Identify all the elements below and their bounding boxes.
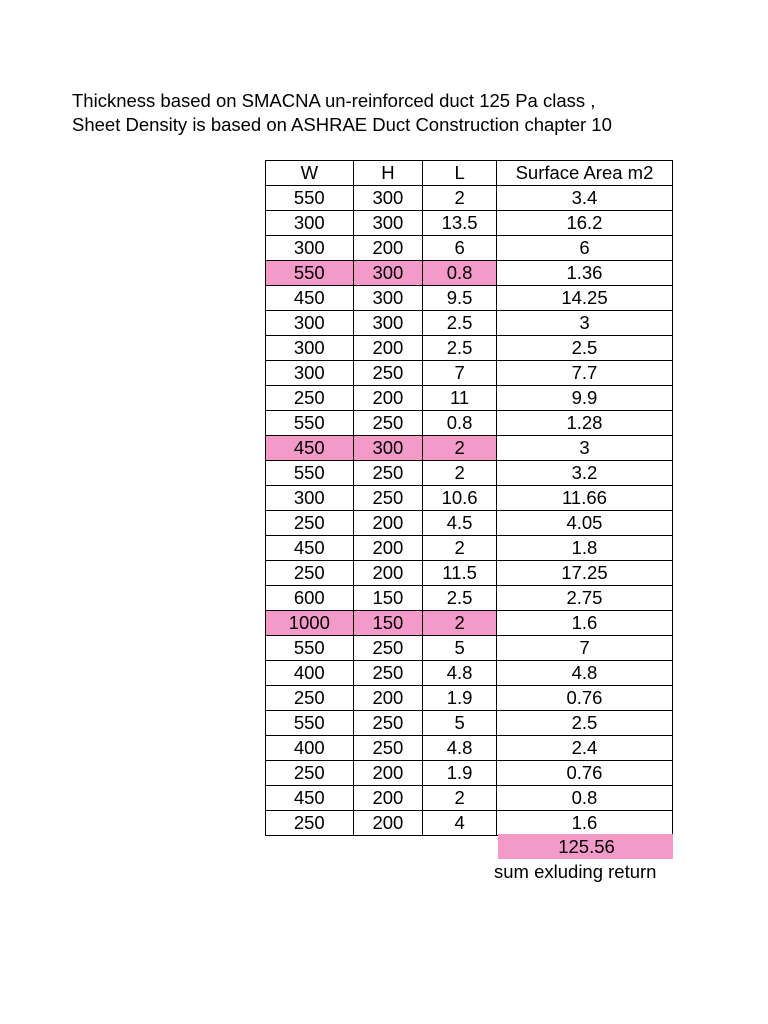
cell-l[interactable]: 2 bbox=[423, 611, 497, 636]
duct-table bbox=[265, 160, 673, 836]
cell-h[interactable]: 250 bbox=[353, 661, 423, 686]
cell-surface-area[interactable]: 9.9 bbox=[496, 386, 672, 411]
cell-w[interactable]: 400 bbox=[266, 736, 354, 761]
density-note: Sheet Density is based on ASHRAE Duct Construction chapter 10 bbox=[72, 114, 612, 135]
table-row bbox=[266, 811, 673, 836]
cell-h[interactable]: 300 bbox=[353, 286, 423, 311]
cell-l[interactable]: 2 bbox=[423, 436, 497, 461]
cell-w[interactable]: 550 bbox=[266, 461, 354, 486]
cell-h[interactable]: 250 bbox=[353, 486, 423, 511]
table-body bbox=[266, 186, 673, 836]
cell-surface-area[interactable]: 2.5 bbox=[496, 336, 672, 361]
cell-h[interactable]: 300 bbox=[353, 186, 423, 211]
cell-w[interactable]: 400 bbox=[266, 661, 354, 686]
cell-w[interactable]: 250 bbox=[266, 561, 354, 586]
cell-h[interactable]: 300 bbox=[353, 211, 423, 236]
cell-surface-area[interactable]: 14.25 bbox=[496, 286, 672, 311]
cell-surface-area[interactable]: 3.4 bbox=[496, 186, 672, 211]
cell-w[interactable]: 250 bbox=[266, 761, 354, 786]
cell-w[interactable]: 450 bbox=[266, 286, 354, 311]
cell-h[interactable]: 300 bbox=[353, 311, 423, 336]
cell-l[interactable]: 11 bbox=[423, 386, 497, 411]
thickness-note: Thickness based on SMACNA un-reinforced duct 125 Pa class , bbox=[72, 90, 596, 111]
cell-surface-area[interactable]: 3 bbox=[496, 311, 672, 336]
cell-h[interactable]: 300 bbox=[353, 261, 423, 286]
cell-surface-area[interactable]: 16.2 bbox=[496, 211, 672, 236]
table-row bbox=[266, 236, 673, 261]
cell-surface-area[interactable]: 4.8 bbox=[496, 661, 672, 686]
cell-l[interactable]: 2.5 bbox=[423, 586, 497, 611]
cell-l[interactable]: 2.5 bbox=[423, 311, 497, 336]
cell-surface-area[interactable]: 3.2 bbox=[496, 461, 672, 486]
sum-cell[interactable]: 125.56 bbox=[498, 834, 673, 859]
header-surface-area[interactable]: Surface Area m2 bbox=[496, 161, 672, 186]
cell-h[interactable]: 200 bbox=[353, 786, 423, 811]
table-row bbox=[266, 761, 673, 786]
cell-l[interactable]: 11.5 bbox=[423, 561, 497, 586]
cell-surface-area[interactable]: 7.7 bbox=[496, 361, 672, 386]
cell-l[interactable]: 5 bbox=[423, 711, 497, 736]
table-row bbox=[266, 386, 673, 411]
cell-surface-area[interactable]: 0.76 bbox=[496, 686, 672, 711]
cell-h[interactable]: 250 bbox=[353, 461, 423, 486]
table-row bbox=[266, 511, 673, 536]
table-row bbox=[266, 436, 673, 461]
header-l[interactable]: L bbox=[423, 161, 497, 186]
cell-w[interactable]: 250 bbox=[266, 811, 354, 836]
cell-surface-area[interactable]: 1.6 bbox=[496, 811, 672, 836]
sum-label: sum exluding return bbox=[494, 861, 657, 882]
cell-l[interactable]: 6 bbox=[423, 236, 497, 261]
cell-h[interactable]: 200 bbox=[353, 761, 423, 786]
cell-l[interactable]: 4.8 bbox=[423, 661, 497, 686]
cell-h[interactable]: 200 bbox=[353, 236, 423, 261]
cell-h[interactable]: 200 bbox=[353, 386, 423, 411]
table-row bbox=[266, 261, 673, 286]
table-row bbox=[266, 486, 673, 511]
cell-h[interactable]: 200 bbox=[353, 336, 423, 361]
table-row bbox=[266, 636, 673, 661]
cell-h[interactable]: 200 bbox=[353, 811, 423, 836]
cell-h[interactable]: 150 bbox=[353, 586, 423, 611]
cell-surface-area[interactable]: 3 bbox=[496, 436, 672, 461]
cell-surface-area[interactable]: 1.36 bbox=[496, 261, 672, 286]
cell-l[interactable]: 2 bbox=[423, 186, 497, 211]
table-row bbox=[266, 611, 673, 636]
cell-l[interactable]: 4.8 bbox=[423, 736, 497, 761]
cell-h[interactable]: 150 bbox=[353, 611, 423, 636]
cell-h[interactable]: 250 bbox=[353, 361, 423, 386]
cell-l[interactable]: 2 bbox=[423, 461, 497, 486]
cell-surface-area[interactable]: 11.66 bbox=[496, 486, 672, 511]
cell-surface-area[interactable]: 1.8 bbox=[496, 536, 672, 561]
cell-w[interactable]: 550 bbox=[266, 711, 354, 736]
cell-w[interactable]: 300 bbox=[266, 311, 354, 336]
table-row bbox=[266, 736, 673, 761]
cell-w[interactable]: 300 bbox=[266, 486, 354, 511]
cell-surface-area[interactable]: 17.25 bbox=[496, 561, 672, 586]
cell-h[interactable]: 250 bbox=[353, 636, 423, 661]
cell-w[interactable]: 300 bbox=[266, 336, 354, 361]
table-row bbox=[266, 211, 673, 236]
table-row bbox=[266, 336, 673, 361]
cell-surface-area[interactable]: 2.4 bbox=[496, 736, 672, 761]
table-row bbox=[266, 561, 673, 586]
cell-w[interactable]: 450 bbox=[266, 436, 354, 461]
cell-l[interactable]: 7 bbox=[423, 361, 497, 386]
cell-l[interactable]: 0.8 bbox=[423, 261, 497, 286]
header-w[interactable]: W bbox=[266, 161, 354, 186]
cell-h[interactable]: 200 bbox=[353, 686, 423, 711]
cell-h[interactable]: 300 bbox=[353, 436, 423, 461]
cell-h[interactable]: 200 bbox=[353, 536, 423, 561]
cell-w[interactable]: 450 bbox=[266, 786, 354, 811]
table-row bbox=[266, 411, 673, 436]
table-row bbox=[266, 536, 673, 561]
cell-w[interactable]: 600 bbox=[266, 586, 354, 611]
cell-l[interactable]: 4 bbox=[423, 811, 497, 836]
cell-w[interactable]: 550 bbox=[266, 186, 354, 211]
cell-w[interactable]: 450 bbox=[266, 536, 354, 561]
cell-w[interactable]: 300 bbox=[266, 361, 354, 386]
cell-surface-area[interactable]: 7 bbox=[496, 636, 672, 661]
header-h[interactable]: H bbox=[353, 161, 423, 186]
cell-surface-area[interactable]: 2.75 bbox=[496, 586, 672, 611]
table-row bbox=[266, 186, 673, 211]
cell-l[interactable]: 4.5 bbox=[423, 511, 497, 536]
table-row bbox=[266, 661, 673, 686]
cell-h[interactable]: 250 bbox=[353, 711, 423, 736]
cell-surface-area[interactable]: 0.76 bbox=[496, 761, 672, 786]
cell-w[interactable]: 250 bbox=[266, 686, 354, 711]
cell-w[interactable]: 300 bbox=[266, 211, 354, 236]
table-row bbox=[266, 711, 673, 736]
table-row bbox=[266, 686, 673, 711]
cell-l[interactable]: 10.6 bbox=[423, 486, 497, 511]
table-row bbox=[266, 586, 673, 611]
cell-w[interactable]: 1000 bbox=[266, 611, 354, 636]
header-row bbox=[266, 161, 673, 186]
cell-h[interactable]: 250 bbox=[353, 411, 423, 436]
cell-l[interactable]: 2 bbox=[423, 536, 497, 561]
cell-h[interactable]: 250 bbox=[353, 736, 423, 761]
cell-l[interactable]: 1.9 bbox=[423, 761, 497, 786]
table-row bbox=[266, 786, 673, 811]
cell-surface-area[interactable]: 2.5 bbox=[496, 711, 672, 736]
cell-surface-area[interactable]: 4.05 bbox=[496, 511, 672, 536]
cell-l[interactable]: 0.8 bbox=[423, 411, 497, 436]
table-row bbox=[266, 311, 673, 336]
cell-w[interactable]: 550 bbox=[266, 411, 354, 436]
cell-l[interactable]: 2.5 bbox=[423, 336, 497, 361]
cell-surface-area[interactable]: 1.6 bbox=[496, 611, 672, 636]
cell-surface-area[interactable]: 1.28 bbox=[496, 411, 672, 436]
cell-l[interactable]: 13.5 bbox=[423, 211, 497, 236]
cell-w[interactable]: 250 bbox=[266, 386, 354, 411]
cell-l[interactable]: 1.9 bbox=[423, 686, 497, 711]
table-row bbox=[266, 286, 673, 311]
cell-l[interactable]: 5 bbox=[423, 636, 497, 661]
cell-w[interactable]: 300 bbox=[266, 236, 354, 261]
cell-h[interactable]: 200 bbox=[353, 511, 423, 536]
cell-w[interactable]: 550 bbox=[266, 636, 354, 661]
cell-w[interactable]: 250 bbox=[266, 511, 354, 536]
table-row bbox=[266, 461, 673, 486]
cell-w[interactable]: 550 bbox=[266, 261, 354, 286]
cell-surface-area[interactable]: 0.8 bbox=[496, 786, 672, 811]
cell-surface-area[interactable]: 6 bbox=[496, 236, 672, 261]
cell-l[interactable]: 2 bbox=[423, 786, 497, 811]
cell-h[interactable]: 200 bbox=[353, 561, 423, 586]
table-row bbox=[266, 361, 673, 386]
cell-l[interactable]: 9.5 bbox=[423, 286, 497, 311]
